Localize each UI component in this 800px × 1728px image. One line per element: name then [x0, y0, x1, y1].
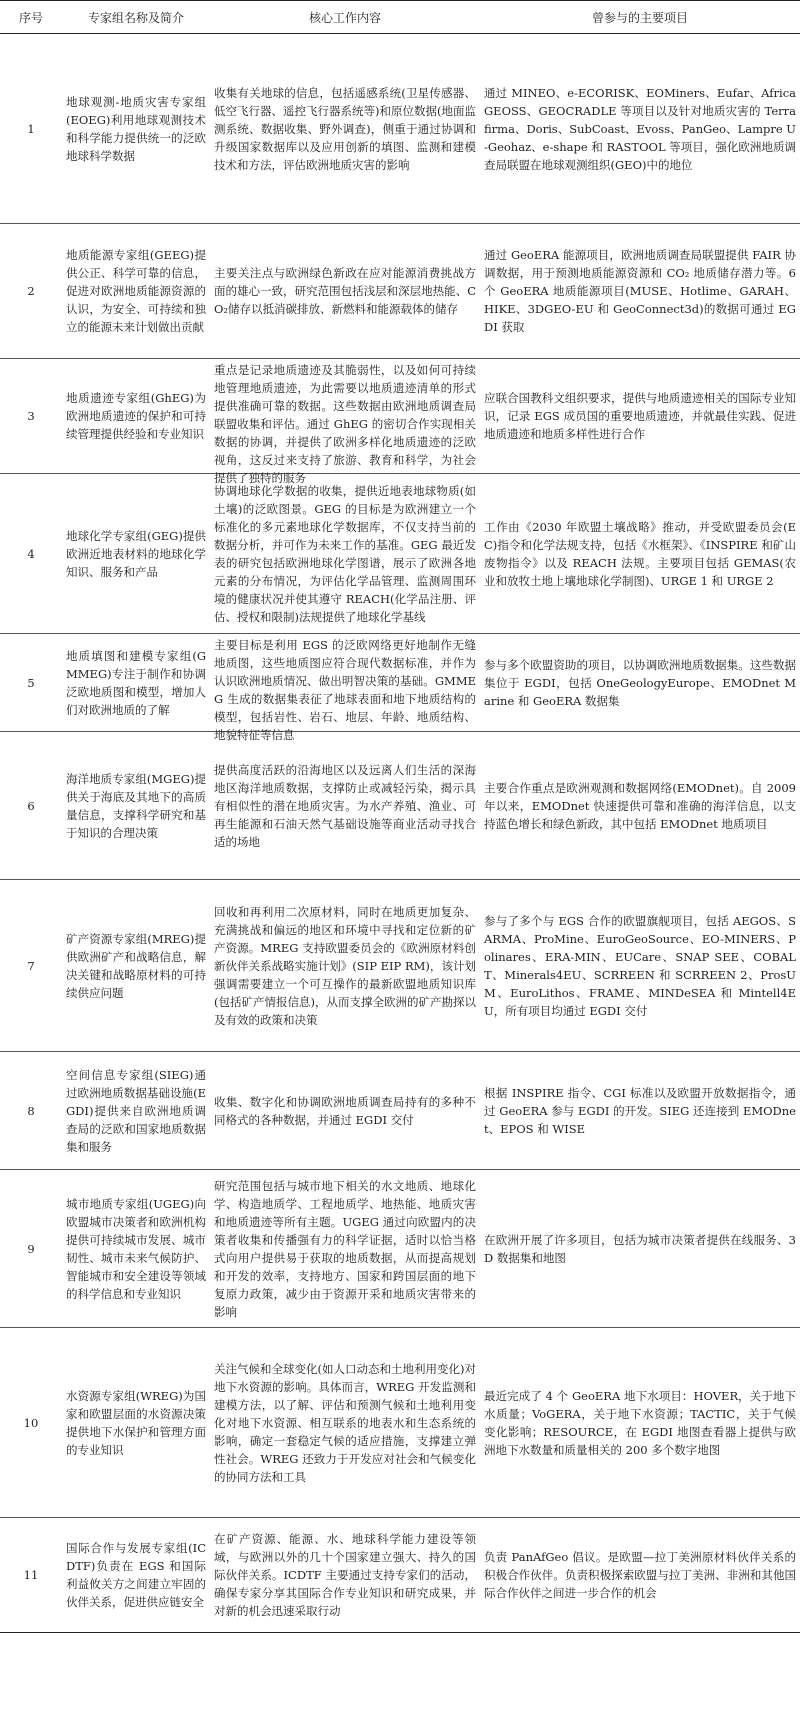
- table-row: [0, 474, 800, 634]
- group-name-intro: 地质遗迹专家组(GhEG)为欧洲地质遗迹的保护和可持续管理提供经验和专业知识: [66, 391, 206, 441]
- group-name-intro: 城市地质专家组(UGEG)向欧盟城市决策者和欧洲机构提供可持续城市发展、城市韧性、城市未来气候防护、智能城市和安全建设等领域的科学信息和专业知识: [66, 1196, 206, 1301]
- row-number: 4: [27, 546, 35, 561]
- group-name-intro: 地质能源专家组(GEEG)提供公正、科学可靠的信息，促进对欧洲地质能源资源的认识，为安全、可持续和独立的能源未来计划做出贡献: [66, 248, 206, 334]
- main-projects: 工作由《2030 年欧盟土壤战略》推动，并受欧盟委员会(EC)指令和化学法规支持，包括《水框架》、《INSPIRE 和矿山废物指令》以及 REACH 法规。主要项目包括 GEMAS(农业和放牧土地上壤地球化学制图)、URGE 1 和 URGE 2: [484, 519, 796, 588]
- table-row: [0, 34, 800, 224]
- main-projects: 通过 GeoERA 能源项目，欧洲地质调查局联盟提供 FAIR 协调数据，用于预测地质能源资源和 CO₂ 地质储存潜力等。6 个 GeoERA 地质能源项目(MUSE、Hotlime、GARAH、HIKE、3DGEO-EU 和 GeoConnect3d)的数据可通过 EGDI 获取: [484, 248, 796, 334]
- main-projects-cell: [480, 34, 800, 224]
- table-row: [0, 224, 800, 359]
- row-number: 8: [27, 1103, 35, 1118]
- main-projects-cell: [480, 732, 800, 880]
- table-row: [0, 1052, 800, 1170]
- row-number-cell: [0, 34, 62, 224]
- row-number: 10: [23, 1415, 39, 1430]
- main-projects: 参与多个欧盟资助的项目，以协调欧洲地质数据集。这些数据集位于 EGDI，包括 OneGeologyEurope、EMODnet Marine 和 GeoERA 数据集: [484, 657, 796, 708]
- row-number: 6: [27, 798, 35, 813]
- main-projects-cell: [480, 880, 800, 1052]
- main-projects: 应联合国教科文组织要求，提供与地质遗迹相关的国际专业知识，记录 EGS 成员国的重要地质遗迹，并就最佳实践、促进地质遗迹和地质多样性进行合作: [484, 391, 796, 441]
- core-work: 关注气候和全球变化(如人口动态和土地利用变化)对地下水资源的影响。具体而言，WREG 开发监测和建模方法，以了解、评估和预测气候和土地利用变化对地下水资源、相互联系的地表水和生态系统的影响，确定一套稳定气候的适应措施，支撑建立弹性社会。WREG 还致力于开发应对社会和气候变化的协同方法和工具: [214, 1361, 476, 1484]
- core-work-cell: [210, 732, 480, 880]
- header-work: 核心工作内容: [210, 1, 480, 34]
- group-name-intro: 海洋地质专家组(MGEG)提供关于海底及其地下的高质量信息，支撑科学研究和基于知识的合理决策: [66, 771, 206, 840]
- core-work-cell: [210, 1518, 480, 1633]
- row-number-cell: [0, 1328, 62, 1518]
- core-work: 在矿产资源、能源、水、地球科学能力建设等领域，与欧洲以外的几十个国家建立强大、持久的国际伙伴关系。ICDTF 主要通过支持专家们的活动，确保专家分享其国际合作专业知识和研究成果，并对新的机会迅速采取行动: [214, 1532, 476, 1618]
- row-number-cell: [0, 880, 62, 1052]
- group-name-intro-cell: [62, 1518, 210, 1633]
- table-row: [0, 1328, 800, 1518]
- group-name-intro-cell: [62, 224, 210, 359]
- row-number-cell: [0, 732, 62, 880]
- main-projects: 主要合作重点是欧洲观测和数据网络(EMODnet)。自 2009 年以来，EMODnet 快速提供可靠和准确的海洋信息，以支持蓝色增长和绿色新政，其中包括 EMODnet 地质项目: [484, 780, 796, 831]
- main-projects-cell: [480, 1518, 800, 1633]
- main-projects: 负责 PanAfGeo 倡议。是欧盟—拉丁美洲原材料伙伴关系的积极合作伙伴。负责积极探索欧盟与拉丁美洲、非洲和其他国际合作伙伴之间进一步合作的机会: [484, 1550, 796, 1600]
- core-work-cell: [210, 474, 480, 634]
- core-work-cell: [210, 1170, 480, 1328]
- core-work-cell: [210, 359, 480, 485]
- group-name-intro-cell: [62, 1328, 210, 1518]
- group-name-intro: 空间信息专家组(SIEG)通过欧洲地质数据基础设施(EGDI)提供来自欧洲地质调查局的泛欧和国家地质数据集和服务: [66, 1067, 206, 1154]
- group-name-intro-cell: [62, 34, 210, 224]
- table-header-row: [0, 1, 800, 34]
- row-number-cell: [0, 1052, 62, 1170]
- header-group: 专家组名称及简介: [62, 1, 210, 34]
- table-row: [0, 880, 800, 1052]
- row-number: 1: [27, 121, 35, 136]
- core-work-cell: [210, 224, 480, 359]
- core-work: 提供高度活跃的沿海地区以及远离人们生活的深海地区海洋地质数据，支撑防止或减轻污染，揭示具有相似性的潜在地质灾害。为水产养殖、渔业、可再生能源和石油天然气基础设施等商业活动寻找合适的场地: [214, 762, 476, 849]
- group-name-intro: 地球观测-地质灾害专家组(EOEG)利用地球观测技术和科学能力提供统一的泛欧地球科学数据: [66, 94, 206, 163]
- core-work: 研究范围包括与城市地下相关的水文地质、地球化学、构造地质学、工程地质学、地热能、地质灾害和地质遗迹等所有主题。UGEG 通过向欧盟内的决策者收集和传播强有力的科学证据，适时以恰当格式向用户提供易于获取的地质数据，从而提高规划和开发的效率，支持地方、国家和跨国层面的地下复原力政策，减少由于资源开采和地质灾害带来的影响: [214, 1178, 476, 1319]
- row-number: 5: [27, 675, 35, 690]
- core-work: 收集有关地球的信息，包括遥感系统(卫星传感器、低空飞行器、遥控飞行器系统等)和原位数据(地面监测系统、数据收集、野外调查)，侧重于通过协调和升级国家数据库以及应用创新的填图、监测和建模技术和方法，评估欧洲地质灾害的影响: [214, 85, 476, 172]
- table-row: [0, 1518, 800, 1633]
- table-row: [0, 732, 800, 880]
- group-name-intro-cell: [62, 474, 210, 634]
- main-projects-cell: [480, 474, 800, 634]
- table-row: [0, 634, 800, 732]
- row-number-cell: [0, 1170, 62, 1328]
- core-work-cell: [210, 880, 480, 1052]
- group-name-intro-cell: [62, 634, 210, 732]
- core-work: 回收和再利用二次原材料，同时在地质更加复杂、充满挑战和偏远的地区和环境中寻找和定位新的矿产资源。MREG 支持欧盟委员会的《欧洲原材料创新伙伴关系战略实施计划》(SIP EIP RM)，该计划强调需要建立一个可互操作的最新欧盟地质知识库(包括矿产情报信息)，从而支撑全欧洲的矿产勘探以及有效的政策和决策: [214, 904, 476, 1027]
- group-name-intro-cell: [62, 732, 210, 880]
- core-work-cell: [210, 34, 480, 224]
- core-work-cell: [210, 1052, 480, 1170]
- main-projects-cell: [480, 634, 800, 732]
- main-projects: 通过 MINEO、e-ECORISK、EOMiners、Eufar、AfricaGEOSS、GEOCRADLE 等项目以及针对地质灾害的 Terrafirma、Doris、SubCoast、Evoss、PanGeo、Lampre U-Geohaz、e-shape 和 RASTOOL 等项目，强化欧洲地质调查局联盟在地球观测组织(GEO)中的地位: [484, 85, 796, 172]
- group-name-intro-cell: [62, 1170, 210, 1328]
- row-number-cell: [0, 634, 62, 732]
- group-name-intro: 国际合作与发展专家组(ICDTF)负责在 EGS 和国际利益攸关方之间建立牢固的伙伴关系，促进供应链安全: [66, 1541, 206, 1609]
- core-work-cell: [210, 634, 480, 742]
- row-number: 11: [23, 1568, 39, 1582]
- main-projects-cell: [480, 359, 800, 474]
- group-name-intro: 地质填图和建模专家组(GMMEG)专注于制作和协调泛欧地质图和模型，增加人们对欧洲地质的了解: [66, 648, 206, 717]
- row-number-cell: [0, 474, 62, 634]
- core-work: 主要目标是利用 EGS 的泛欧网络更好地制作无缝地质图，这些地质图应符合现代数据标准，并作为认识欧洲地质情况、做出明智决策的基础。GMMEG 生成的数据集表征了地球表面和地下地质结构的模型，包括岩性、岩石、地层、年龄、地质结构、地貌特征等信息: [214, 637, 476, 742]
- group-name-intro-cell: [62, 880, 210, 1052]
- main-projects: 参与了多个与 EGS 合作的欧盟旗舰项目，包括 AEGOS、SARMA、ProMine、EuroGeoSource、EO-MINERS、Polinares、ERA-MIN、EUCare、SNAP SEE、COBALT、Minerals4EU、SCRREEN 和 SCRREEN 2、ProsUM、EuroLithos、FRAME、MINDeSEA 和 Mintell4EU，所有项目均通过 EGDI 交付: [484, 913, 796, 1018]
- main-projects-cell: [480, 1170, 800, 1328]
- main-projects-cell: [480, 224, 800, 359]
- core-work: 收集、数字化和协调欧洲地质调查局持有的多种不同格式的各种数据，并通过 EGDI 交付: [214, 1094, 476, 1127]
- core-work: 协调地球化学数据的收集，提供近地表地球物质(如土壤)的泛欧图景。GEG 的目标是为欧洲建立一个标准化的多元素地球化学数据库，不仅支持当前的数据分析，并可作为未来工作的基准。GEG 最近发表的研究包括欧洲地球化学图谱，展示了欧洲各地元素的分布情况，为评估化学品管理、监测周围环境的健康状况并使其遵守 REACH(化学品注册、评估、授权和限制)法规提供了地球化学基线: [214, 483, 476, 624]
- row-number-cell: [0, 1518, 62, 1633]
- group-name-intro-cell: [62, 359, 210, 474]
- group-name-intro: 矿产资源专家组(MREG)提供欧洲矿产和战略信息，解决关键和战略原材料的可持续供应问题: [66, 931, 206, 1000]
- main-projects: 在欧洲开展了许多项目，包括为城市决策者提供在线服务、3D 数据集和地图: [484, 1232, 796, 1265]
- group-name-intro: 地球化学专家组(GEG)提供欧洲近地表材料的地球化学知识、服务和产品: [66, 528, 206, 579]
- header-projects: 曾参与的主要项目: [480, 1, 800, 34]
- header-no: 序号: [0, 1, 62, 34]
- main-projects: 根据 INSPIRE 指令、CGI 标准以及欧盟开放数据指令，通过 GeoERA 参与 EGDI 的开发。SIEG 还连接到 EMODnet、EPOS 和 WISE: [484, 1085, 796, 1136]
- row-number-cell: [0, 224, 62, 359]
- table-row: [0, 359, 800, 474]
- row-number-cell: [0, 359, 62, 474]
- row-number: 7: [27, 958, 35, 973]
- core-work: 重点是记录地质遗迹及其脆弱性，以及如何可持续地管理地质遗迹，为此需要以地质遗迹清单的形式提供准确可靠的数据。这些数据由欧洲地质调查局联盟收集和评估。通过 GhEG 的密切合作实现相关数据的协调，并提供了欧洲多样化地质遗迹的泛欧视角，这反过来支持了旅游、教育和科学，为社会提供了独特的服务: [214, 362, 476, 485]
- row-number: 2: [27, 284, 35, 298]
- core-work: 主要关注点与欧洲绿色新政在应对能源消费挑战方面的雄心一致，研究范围包括浅层和深层地热能、CO₂储存以抵消碳排放、新燃料和能源载体的储存: [214, 266, 476, 316]
- main-projects-cell: [480, 1328, 800, 1518]
- main-projects-cell: [480, 1052, 800, 1170]
- row-number: 9: [27, 1241, 35, 1256]
- group-name-intro-cell: [62, 1052, 210, 1170]
- row-number: 3: [27, 409, 35, 423]
- main-projects: 最近完成了 4 个 GeoERA 地下水项目：HOVER，关于地下水质量；VoGERA，关于地下水资源；TACTIC，关于气候变化影响；RESOURCE，在 EGDI 地图查看器上提供与欧洲地下水数量和质量相关的 200 多个数字地图: [484, 1388, 796, 1457]
- table-row: [0, 1170, 800, 1328]
- group-name-intro: 水资源专家组(WREG)为国家和欧盟层面的水资源决策提供地下水保护和管理方面的专业知识: [66, 1388, 206, 1457]
- core-work-cell: [210, 1328, 480, 1518]
